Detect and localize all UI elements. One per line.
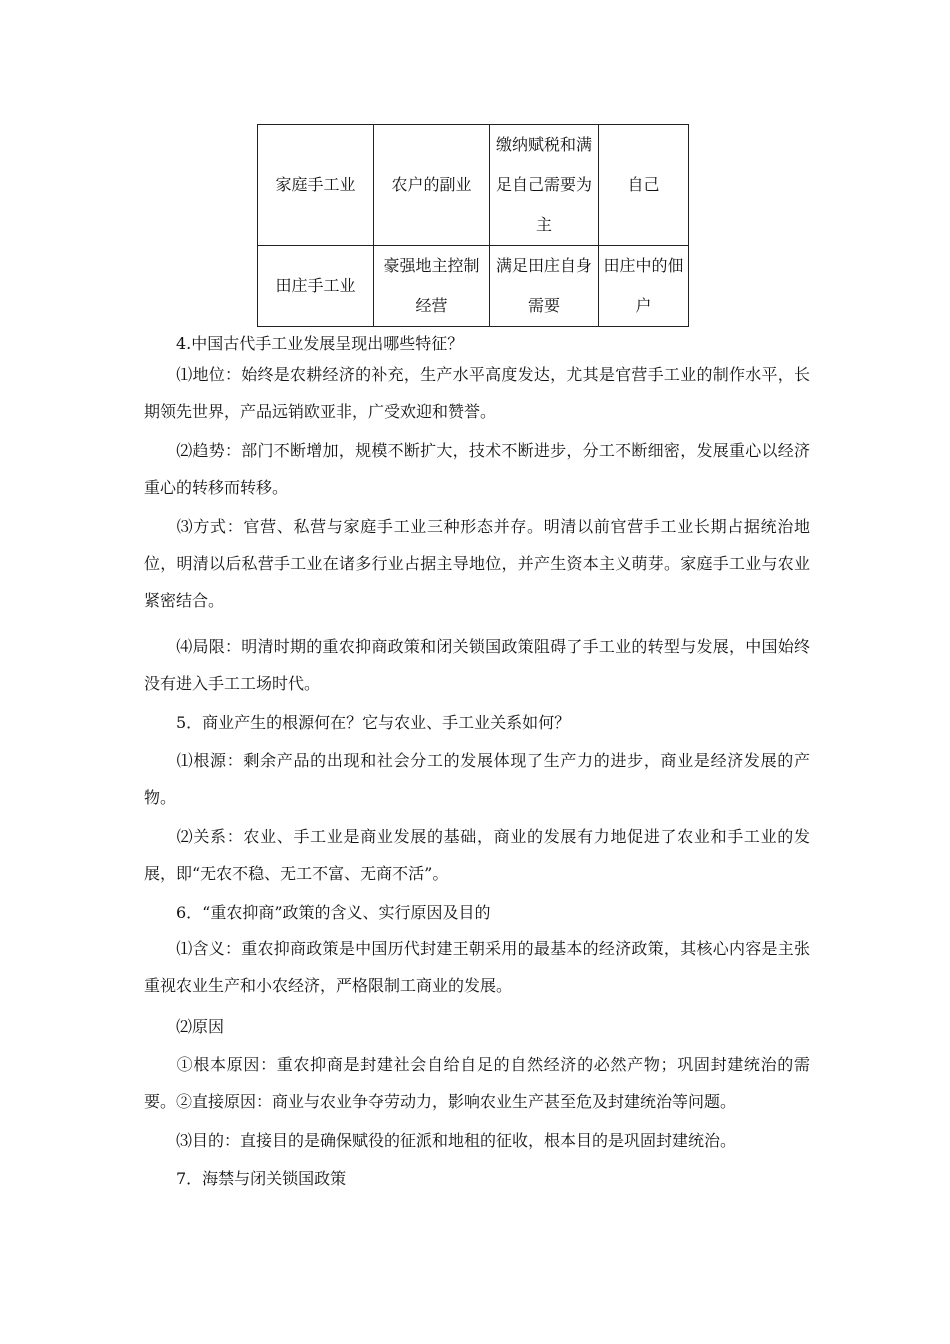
table-cell: 家庭手工业 [258, 125, 374, 246]
table-cell: 缴纳赋税和满足自己需要为主 [490, 125, 599, 246]
answer-paragraph: ⑵趋势：部门不断增加，规模不断扩大，技术不断进步，分工不断细密，发展重心以经济重心的转移而转移。 [144, 441, 810, 497]
table-cell: 满足田庄自身需要 [490, 246, 599, 327]
answer-paragraph: ⑶目的：直接目的是确保赋役的征派和地租的征收，根本目的是巩固封建统治。 [176, 1131, 737, 1150]
handicraft-table [257, 124, 689, 327]
table-cell: 田庄手工业 [258, 246, 374, 327]
answer-paragraph: ⑴含义：重农抑商政策是中国历代封建王朝采用的最基本的经济政策，其核心内容是主张重视农业生产和小农经济，严格限制工商业的发展。 [144, 939, 810, 995]
answer-paragraph: ⑴地位：始终是农耕经济的补充，生产水平高度发达，尤其是官营手工业的制作水平，长期领先世界，产品远销欧亚非，广受欢迎和赞誉。 [144, 365, 810, 421]
table-cell: 豪强地主控制经营 [374, 246, 490, 327]
answer-paragraph: ⑴根源：剩余产品的出现和社会分工的发展体现了生产力的进步，商业是经济发展的产物。 [144, 751, 810, 807]
table-row [258, 125, 689, 246]
table-cell: 自己 [599, 125, 689, 246]
question-heading: 6．“重农抑商”政策的含义、实行原因及目的 [176, 903, 491, 922]
answer-paragraph: ⑵关系：农业、手工业是商业发展的基础，商业的发展有力地促进了农业和手工业的发展，即“无农不稳、无工不富、无商不活”。 [144, 827, 810, 883]
table-cell: 田庄中的佃户 [599, 246, 689, 327]
question-heading: 7．海禁与闭关锁国政策 [176, 1169, 347, 1188]
answer-subheading: ⑵原因 [176, 1017, 225, 1036]
question-heading: 5．商业产生的根源何在？它与农业、手工业关系如何？ [176, 713, 571, 732]
table-row [258, 246, 689, 327]
question-heading: 4.中国古代手工业发展呈现出哪些特征？ [176, 334, 464, 353]
answer-paragraph: ⑷局限：明清时期的重农抑商政策和闭关锁国政策阻碍了手工业的转型与发展，中国始终没有进入手工工场时代。 [144, 637, 810, 693]
answer-paragraph: ⑶方式：官营、私营与家庭手工业三种形态并存。明清以前官营手工业长期占据统治地位，明清以后私营手工业在诸多行业占据主导地位，并产生资本主义萌芽。家庭手工业与农业紧密结合。 [144, 517, 810, 610]
table-cell: 农户的副业 [374, 125, 490, 246]
answer-paragraph: ①根本原因：重农抑商是封建社会自给自足的自然经济的必然产物；巩固封建统治的需要。②直接原因：商业与农业争夺劳动力，影响农业生产甚至危及封建统治等问题。 [144, 1055, 810, 1111]
